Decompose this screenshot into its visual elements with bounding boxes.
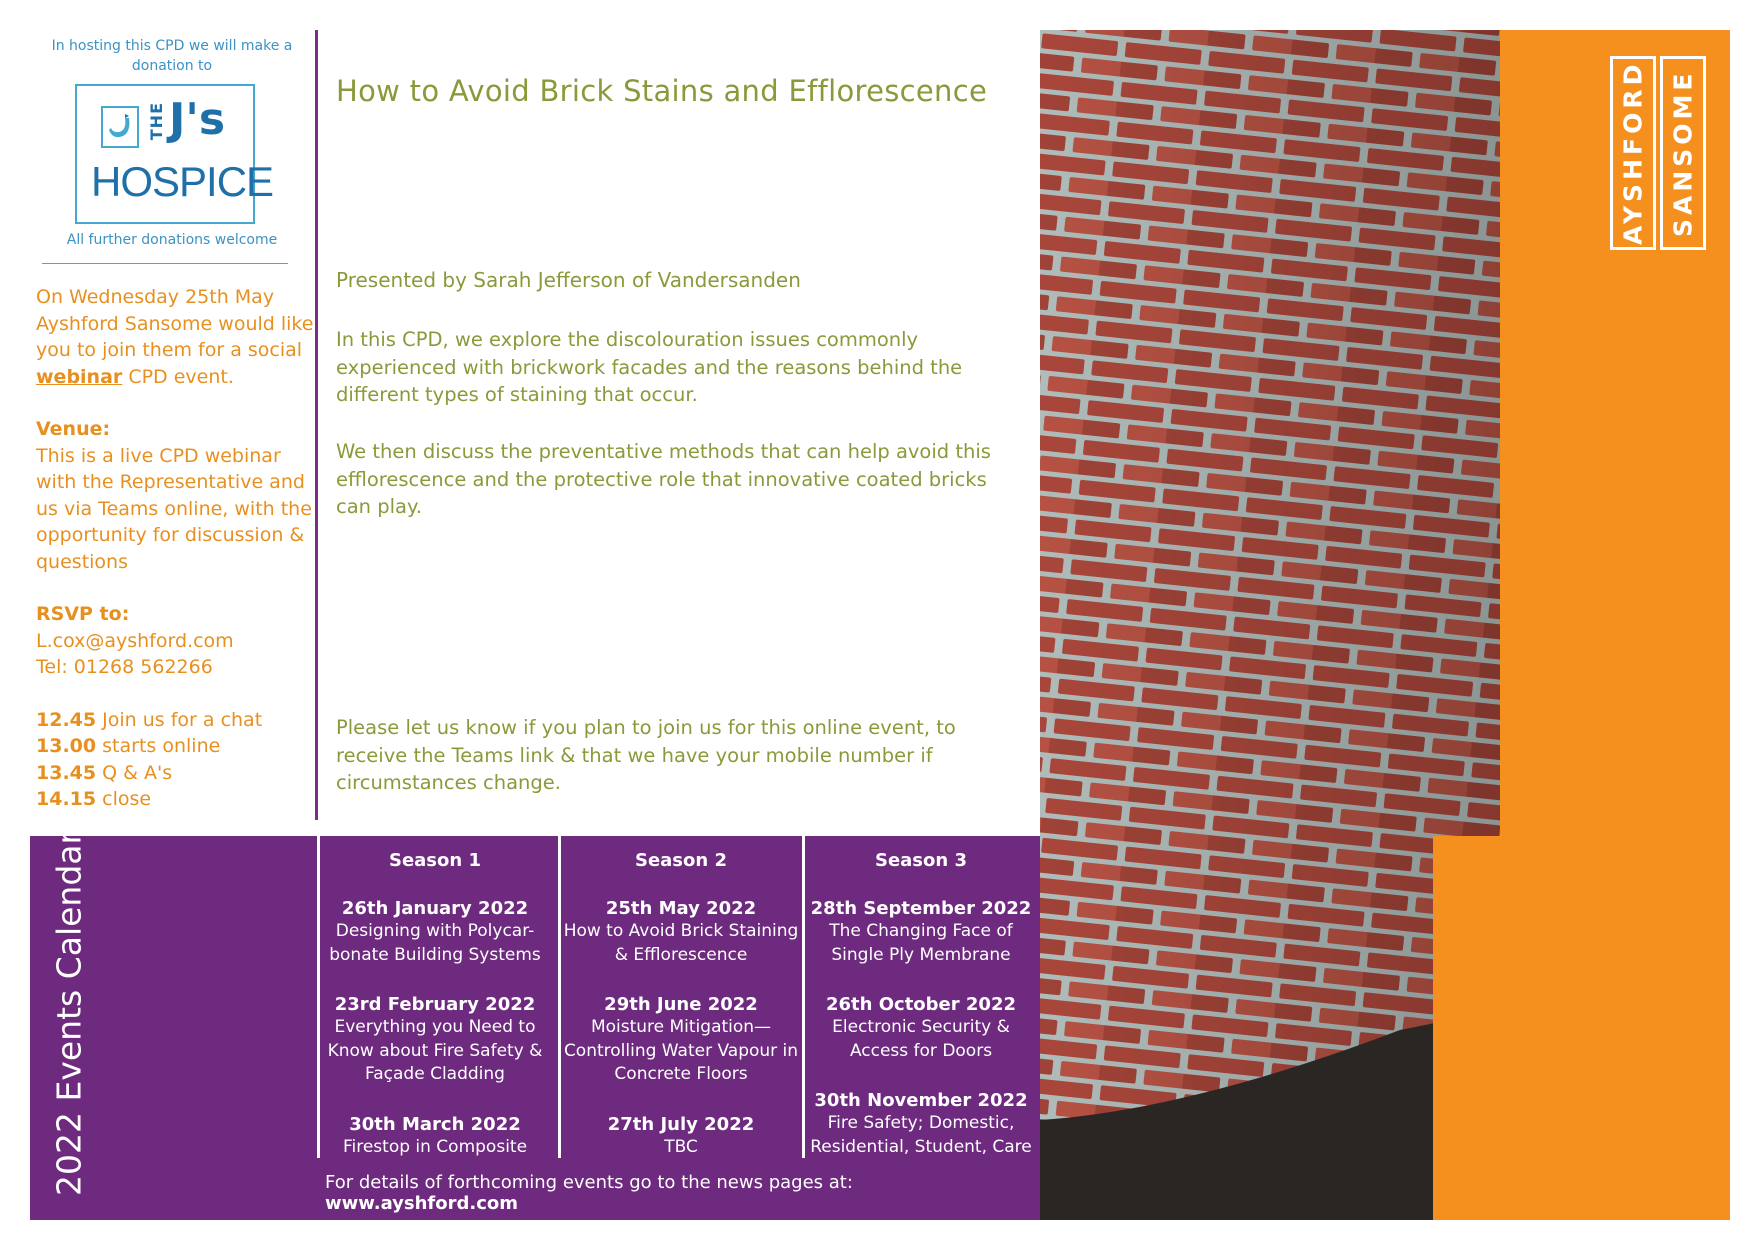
event-date: 30th November 2022	[814, 1090, 1028, 1111]
event-intro-tail: CPD event.	[122, 365, 234, 388]
swan-icon	[101, 106, 139, 148]
venue-text: This is a live CPD webinar with the Representative and us via Teams online, with the opportunity for discussion & questions	[36, 444, 312, 573]
event-intro	[36, 284, 316, 390]
event-desc: Designing with Polycar-bonate Building Systems	[329, 921, 541, 965]
event-date: 25th May 2022	[605, 898, 757, 919]
event-date: 30th March 2022	[349, 1113, 521, 1135]
rsvp-tel: Tel: 01268 562266	[36, 656, 213, 678]
article-paragraph-2: We then discuss the preventative methods that can help avoid this efflorescence and the protective role that innovative coated bricks can play.	[336, 440, 991, 518]
js-hospice-logo	[75, 84, 274, 224]
event-sidebar	[30, 30, 316, 820]
calendar-event	[805, 897, 1037, 967]
season-column-3	[805, 842, 1037, 1159]
event-date: 28th September 2022	[810, 898, 1032, 919]
divider	[42, 263, 288, 264]
brand-word-sansome: SANSOME	[1660, 56, 1706, 250]
season-title: Season 2	[634, 850, 727, 871]
schedule-item: 12.45 Join us for a chat	[36, 708, 263, 731]
orange-inset	[1433, 836, 1503, 1220]
event-details	[36, 284, 316, 813]
article	[336, 60, 1026, 800]
calendar-event	[320, 897, 550, 967]
article-paragraph-1: In this CPD, we explore the discolouration issues commonly experienced with brickwork facades and the reasons behind the different types of staining that occur.	[336, 328, 963, 406]
event-desc: How to Avoid Brick Staining & Efflorescence	[563, 921, 799, 965]
calendar-event	[805, 1089, 1037, 1159]
rsvp-email[interactable]: L.cox@ayshford.com	[36, 629, 234, 652]
logo-js-text: J's	[169, 94, 226, 145]
season-title: Season 1	[388, 850, 481, 871]
calendar-event	[320, 1113, 550, 1160]
event-desc: Fire Safety; Domestic, Residential, Student, Care	[810, 1113, 1032, 1157]
event-date: 26th October 2022	[825, 994, 1016, 1015]
event-desc: The Changing Face of Single Ply Membrane	[829, 921, 1013, 965]
page-title: How to Avoid Brick Stains and Efflorescence	[336, 74, 988, 108]
season-column-2	[561, 842, 801, 1159]
logo-the-text: THE	[147, 102, 166, 141]
event-desc: Moisture Mitigation—Controlling Water Vapour in Concrete Floors	[563, 1017, 799, 1084]
event-date: 26th January 2022	[341, 898, 529, 919]
events-calendar	[30, 830, 1040, 1220]
calendar-event	[561, 993, 801, 1087]
brand-word-ayshford: AYSHFORD	[1610, 56, 1656, 250]
donation-note: All further donations welcome	[66, 232, 278, 248]
season-title: Season 3	[874, 850, 967, 871]
event-desc: Everything you Need to Know about Fire Safety & Façade Cladding	[327, 1017, 543, 1084]
schedule-item: 13.00 starts online	[36, 735, 221, 757]
calendar-event	[805, 993, 1037, 1063]
season-column-1	[320, 842, 550, 1159]
event-desc: Electronic Security & Access for Doors	[832, 1017, 1010, 1061]
website-link[interactable]: www.ayshford.com	[325, 1193, 519, 1214]
event-intro-text: On Wednesday 25th May Ayshford Sansome would like you to join them for a social	[36, 286, 314, 361]
logo-hospice-text: HOSPICE	[91, 158, 274, 205]
event-desc: TBC	[664, 1136, 698, 1157]
schedule-item: 13.45 Q & A's	[36, 761, 173, 784]
presenter-line: Presented by Sarah Jefferson of Vandersanden	[336, 268, 801, 292]
brand-panel	[1500, 30, 1730, 1220]
calendar-event	[561, 897, 801, 967]
rsvp-label: RSVP to:	[36, 603, 130, 625]
event-date: 27th July 2022	[607, 1113, 755, 1135]
event-desc: Firestop in Composite	[342, 1136, 528, 1157]
event-date: 23rd February 2022	[334, 994, 536, 1015]
donation-intro: In hosting this CPD we will make a donation to	[51, 38, 293, 74]
brick-wall-photo	[1040, 30, 1500, 1220]
webinar-link[interactable]: webinar	[36, 365, 123, 388]
vertical-divider	[315, 30, 318, 820]
schedule-item: 14.15 close	[36, 788, 152, 810]
calendar-event	[320, 993, 550, 1087]
event-date: 29th June 2022	[604, 994, 758, 1015]
calendar-footer	[325, 1172, 1040, 1214]
calendar-title: 2022 Events Calendar	[49, 830, 89, 1196]
footer-text: For details of forthcoming events go to the news pages at:	[325, 1172, 853, 1193]
venue-label: Venue:	[36, 418, 111, 440]
calendar-event	[561, 1113, 801, 1160]
article-paragraph-3: Please let us know if you plan to join us for this online event, to receive the Teams link & that we have your mobile number if circumstances change.	[336, 716, 956, 794]
